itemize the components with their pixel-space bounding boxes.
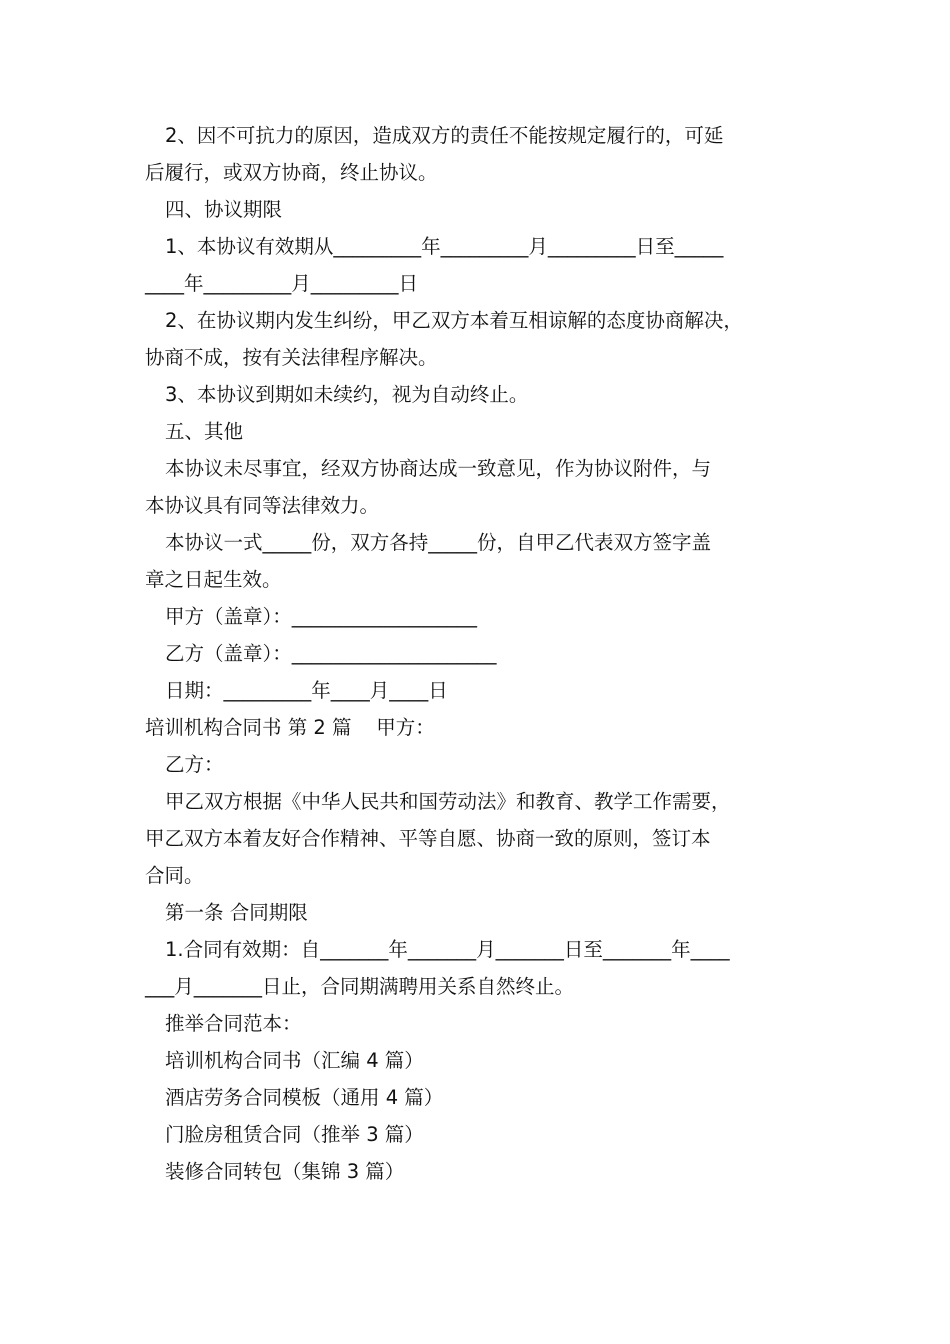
clause-line: 合同。 bbox=[145, 864, 204, 887]
clause-line: 1.合同有效期：自_______年_______月_______日至_______年____ bbox=[165, 938, 730, 961]
party-a-signature-line: 甲方（盖章）：___________________ bbox=[165, 605, 478, 628]
clause-line: 章之日起生效。 bbox=[145, 568, 282, 591]
section-heading: 五、其他 bbox=[165, 420, 244, 443]
recommended-link[interactable]: 酒店劳务合同模板（通用 4 篇） bbox=[165, 1086, 444, 1109]
clause-line: ____年_________月_________日 bbox=[145, 272, 419, 295]
clause-line: 1、本协议有效期从_________年_________月_________日至_____ bbox=[165, 235, 724, 258]
clause-line: 甲乙双方根据《中华人民共和国劳动法》和教育、教学工作需要， bbox=[165, 790, 731, 813]
party-b-signature-line: 乙方（盖章）：_____________________ bbox=[165, 642, 497, 665]
recommended-link[interactable]: 门脸房租赁合同（推举 3 篇） bbox=[165, 1123, 424, 1146]
recommended-link[interactable]: 装修合同转包（集锦 3 篇） bbox=[165, 1160, 405, 1183]
clause-line: 本协议未尽事宜，经双方协商达成一致意见，作为协议附件，与 bbox=[165, 457, 712, 480]
clause-line: 后履行，或双方协商，终止协议。 bbox=[145, 161, 438, 184]
clause-line: ___月_______日止，合同期满聘用关系自然终止。 bbox=[145, 975, 575, 998]
date-line: 日期：_________年____月____日 bbox=[165, 679, 448, 702]
clause-line: 协商不成，按有关法律程序解决。 bbox=[145, 346, 438, 369]
clause-line: 甲乙双方本着友好合作精神、平等自愿、协商一致的原则，签订本 bbox=[145, 827, 711, 850]
party-b-label: 乙方： bbox=[165, 753, 224, 776]
clause-line: 3、本协议到期如未续约，视为自动终止。 bbox=[165, 383, 529, 406]
recommended-heading: 推举合同范本： bbox=[165, 1012, 302, 1035]
recommended-link[interactable]: 培训机构合同书（汇编 4 篇） bbox=[165, 1049, 424, 1072]
clause-line: 本协议具有同等法律效力。 bbox=[145, 494, 380, 517]
clause-line: 2、因不可抗力的原因，造成双方的责任不能按规定履行的，可延 bbox=[165, 124, 724, 147]
contract-title: 培训机构合同书 第 2 篇 甲方： bbox=[145, 716, 435, 739]
clause-line: 2、在协议期内发生纠纷，甲乙双方本着互相谅解的态度协商解决， bbox=[165, 309, 743, 332]
section-heading: 四、协议期限 bbox=[165, 198, 283, 221]
section-heading: 第一条 合同期限 bbox=[165, 901, 308, 924]
clause-line: 本协议一式_____份，双方各持_____份，自甲乙代表双方签字盖 bbox=[165, 531, 712, 554]
document-body bbox=[145, 117, 815, 1190]
